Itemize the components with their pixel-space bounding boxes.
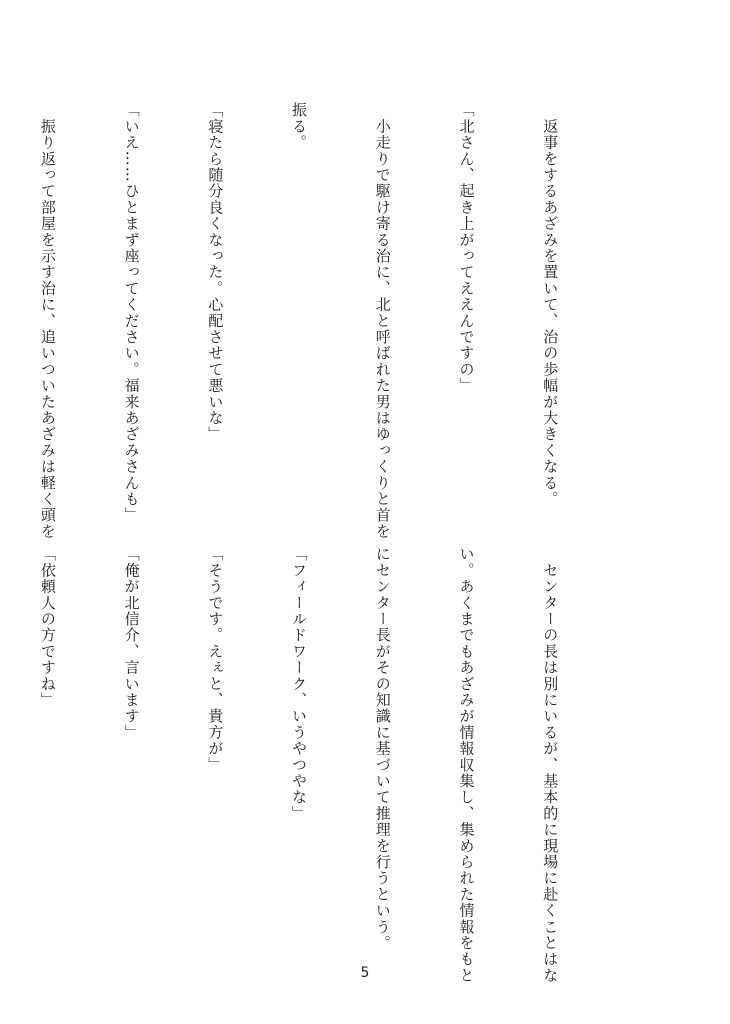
text-line: 「北さん、起き上がってええんですの」 bbox=[457, 102, 476, 394]
text-line: 「寝たら随分良くなった。心配させて悪いな」 bbox=[206, 102, 225, 443]
text-line: 「そうです。えぇと、貴方が」 bbox=[206, 546, 225, 773]
text-line: センターの長は別にいるが、基本的に現場に赴くことはな bbox=[541, 546, 560, 984]
text-line: 返事をするあざみを置いて、治の歩幅が大きくなる。 bbox=[541, 102, 560, 507]
upper-text-block bbox=[38, 102, 619, 540]
lower-text-block bbox=[38, 546, 619, 984]
text-line: 「依頼人の方ですね」 bbox=[38, 546, 57, 708]
text-line: 振る。 bbox=[290, 102, 309, 151]
text-line: 「いえ……ひとまず座ってください。福来あざみさんも」 bbox=[122, 102, 141, 524]
page-number: 5 bbox=[360, 965, 370, 981]
text-line: 「俺が北信介、言います」 bbox=[122, 546, 141, 741]
text-line: 小走りで駆け寄る治に、北と呼ばれた男はゆっくりと首を bbox=[373, 102, 392, 540]
text-line: にセンター長がその知識に基づいて推理を行うという。 bbox=[373, 546, 392, 951]
text-line: い。あくまでもあざみが情報収集し、集められた情報をもと bbox=[457, 546, 476, 984]
text-line: 振り返って部屋を示す治に、追いついたあざみは軽く頭を bbox=[38, 102, 57, 540]
text-line: 「フィールドワーク、いうやつやな」 bbox=[290, 546, 309, 822]
